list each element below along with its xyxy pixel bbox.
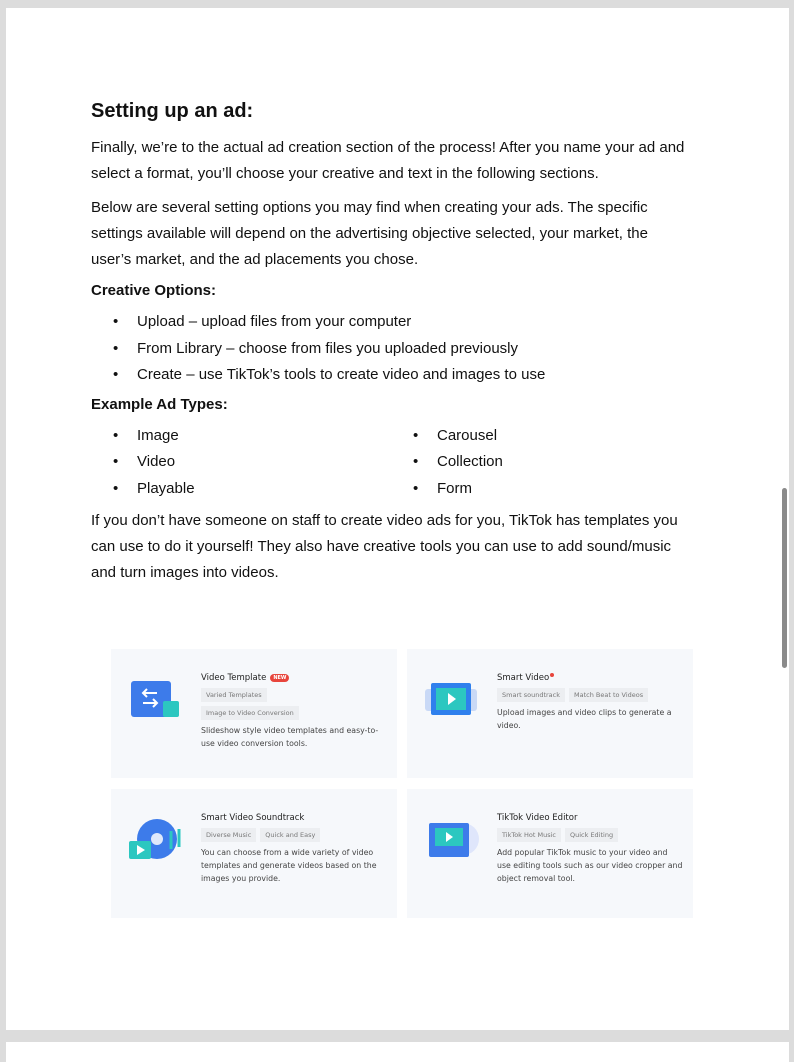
subheading: Creative Options: — [91, 282, 217, 299]
creative-options-list — [91, 309, 691, 389]
subheading: Example Ad Types: — [91, 395, 228, 413]
list-item: • Upload – upload files from your computer — [91, 309, 691, 336]
paragraph: Below are several setting options you may find when creating your ads. The specific settings available will depend on the advertising objective selected, your market, the user’s market, and the ad placements you chose. — [91, 199, 648, 268]
tag: Quick and Easy — [260, 828, 320, 842]
next-page — [6, 1042, 789, 1062]
card-description: Upload images and video clips to generate a video. — [497, 708, 672, 730]
scrollbar[interactable] — [782, 488, 787, 668]
card-title: Smart Video — [497, 673, 550, 683]
section-heading: Setting up an ad: — [91, 100, 254, 122]
tag: Diverse Music — [201, 828, 256, 842]
tag: Match Beat to Videos — [569, 688, 648, 702]
soundtrack-icon — [127, 815, 187, 867]
tag: Quick Editing — [565, 828, 618, 842]
tag: Image to Video Conversion — [201, 706, 299, 720]
new-badge: NEW — [270, 674, 289, 682]
notification-dot — [550, 673, 554, 677]
tag: Smart soundtrack — [497, 688, 565, 702]
tag: Varied Templates — [201, 688, 267, 702]
tag: TikTok Hot Music — [497, 828, 561, 842]
card-description: Slideshow style video templates and easy-to-use video conversion tools. — [201, 726, 379, 748]
card-video-template — [111, 649, 397, 778]
list-item: • From Library – choose from files you uploaded previously — [91, 336, 691, 363]
video-template-icon — [127, 675, 187, 727]
list-item: • Video — [91, 449, 391, 476]
list-item: • Playable — [91, 476, 391, 503]
card-smart-video — [407, 649, 693, 778]
card-description: Add popular TikTok music to your video and use editing tools such as our video cropper and object removal tool. — [497, 848, 683, 883]
card-title: TikTok Video Editor — [497, 813, 578, 823]
list-item: • Form — [391, 476, 691, 503]
card-description: You can choose from a wide variety of video templates and generate videos based on the images you provide. — [201, 848, 377, 883]
paragraph: If you don’t have someone on staff to create video ads for you, TikTok has templates you can use to do it yourself! They also have creative tools you can use to add sound/music and turn images into videos. — [91, 512, 678, 581]
card-smart-video-soundtrack — [111, 789, 397, 918]
list-item: • Carousel — [391, 423, 691, 450]
smart-video-icon — [423, 675, 483, 727]
paragraph: Finally, we’re to the actual ad creation section of the process! After you name your ad and select a format, you’ll choose your creative and text in the following sections. — [91, 139, 685, 182]
list-item: • Collection — [391, 449, 691, 476]
list-item: • Image — [91, 423, 391, 450]
document-content — [91, 100, 691, 594]
tool-cards-image — [111, 649, 693, 918]
card-title: Smart Video Soundtrack — [201, 813, 305, 823]
card-title: Video Template — [201, 673, 267, 683]
card-tiktok-video-editor — [407, 789, 693, 918]
list-item: • Create – use TikTok’s tools to create video and images to use — [91, 362, 691, 389]
video-editor-icon — [423, 815, 483, 867]
ad-types-list — [91, 423, 691, 503]
